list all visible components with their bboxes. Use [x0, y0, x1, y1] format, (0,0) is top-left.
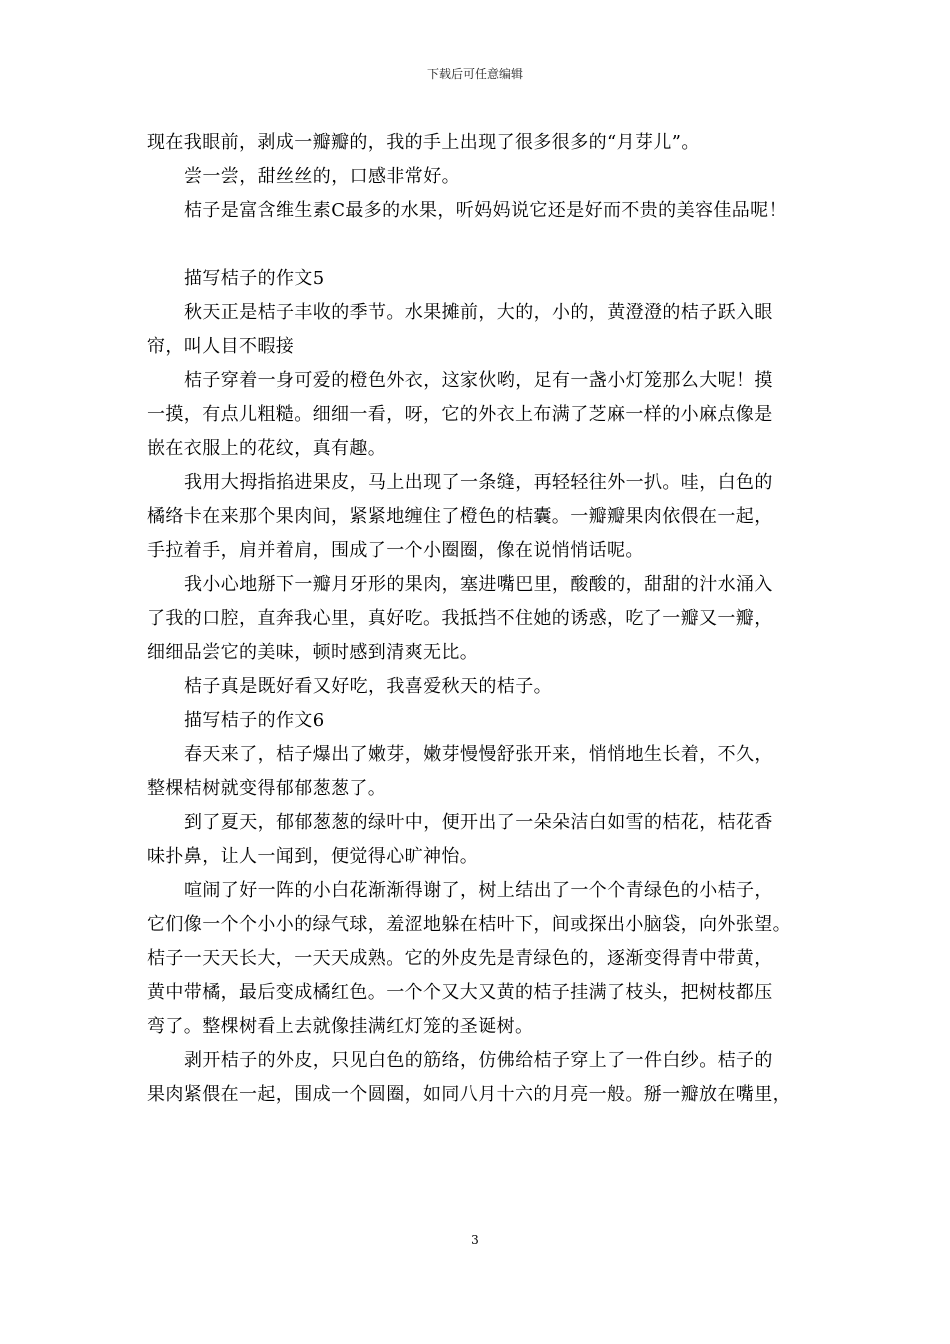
- paragraph-line: 剥开桔子的外皮，只见白色的筋络，仿佛给桔子穿上了一件白纱。桔子的: [184, 1050, 773, 1071]
- paragraph-line: 我小心地掰下一瓣月牙形的果肉，塞进嘴巴里，酸酸的，甜甜的汁水涌入: [184, 574, 773, 595]
- paragraph-line: 到了夏天，郁郁葱葱的绿叶中，便开出了一朵朵洁白如雪的桔花，桔花香: [184, 812, 773, 833]
- paragraph-line: 现在我眼前，剥成一瓣瓣的，我的手上出现了很多很多的“月芽儿”。: [147, 132, 700, 153]
- paragraph-line: 弯了。整棵树看上去就像挂满红灯笼的圣诞树。: [147, 1016, 534, 1037]
- section-title: 描写桔子的作文6: [184, 710, 325, 731]
- paragraph-line: 了我的口腔，直奔我心里，真好吃。我抵挡不住她的诱惑，吃了一瓣又一瓣，: [147, 608, 773, 629]
- paragraph-line: 桔子真是既好看又好吃，我喜爱秋天的桔子。: [184, 676, 552, 697]
- document-body: [147, 126, 807, 1112]
- paragraph-line: 果肉紧偎在一起，围成一个圆圈，如同八月十六的月亮一般。掰一瓣放在嘴里，: [147, 1084, 791, 1105]
- section-title: 描写桔子的作文5: [184, 268, 325, 289]
- paragraph-line: 整棵桔树就变得郁郁葱葱了。: [147, 778, 387, 799]
- paragraph-line: 桔子穿着一身可爱的橙色外衣，这家伙哟，足有一盏小灯笼那么大呢！摸: [184, 370, 773, 391]
- paragraph-line: 桔子是富含维生素C最多的水果，听妈妈说它还是好而不贵的美容佳品呢！: [184, 200, 787, 221]
- paragraph-line: 帘，叫人目不暇接: [147, 336, 295, 357]
- paragraph-line: 味扑鼻，让人一闻到，便觉得心旷神怡。: [147, 846, 479, 867]
- paragraph-line: 橘络卡在来那个果肉间，紧紧地缠住了橙色的桔囊。一瓣瓣果肉依偎在一起，: [147, 506, 773, 527]
- paragraph-line: 嵌在衣服上的花纹，真有趣。: [147, 438, 387, 459]
- blank-line: [147, 228, 807, 262]
- paragraph-line: 手拉着手，肩并着肩，围成了一个小圈圈，像在说悄悄话呢。: [147, 540, 644, 561]
- paragraph-line: 秋天正是桔子丰收的季节。水果摊前，大的，小的，黄澄澄的桔子跃入眼: [184, 302, 773, 323]
- paragraph-line: 尝一尝，甜丝丝的，口感非常好。: [184, 166, 460, 187]
- page-header: 下载后可任意编辑: [426, 67, 523, 81]
- paragraph-line: 我用大拇指掐进果皮，马上出现了一条缝，再轻轻往外一扒。哇，白色的: [184, 472, 773, 493]
- paragraph-line: 桔子一天天长大，一天天成熟。它的外皮先是青绿色的，逐渐变得青中带黄，: [147, 948, 773, 969]
- paragraph-line: 一摸，有点儿粗糙。细细一看，呀，它的外衣上布满了芝麻一样的小麻点像是: [147, 404, 773, 425]
- paragraph-line: 黄中带橘，最后变成橘红色。一个个又大又黄的桔子挂满了枝头，把树枝都压: [147, 982, 773, 1003]
- paragraph-line: 细细品尝它的美味，顿时感到清爽无比。: [147, 642, 479, 663]
- page-number: 3: [471, 1233, 479, 1247]
- paragraph-line: 它们像一个个小小的绿气球，羞涩地躲在桔叶下，间或探出小脑袋，向外张望。: [147, 914, 791, 935]
- paragraph-line: 喧闹了好一阵的小白花渐渐得谢了，树上结出了一个个青绿色的小桔子，: [184, 880, 773, 901]
- paragraph-line: 春天来了，桔子爆出了嫩芽，嫩芽慢慢舒张开来，悄悄地生长着，不久，: [184, 744, 773, 765]
